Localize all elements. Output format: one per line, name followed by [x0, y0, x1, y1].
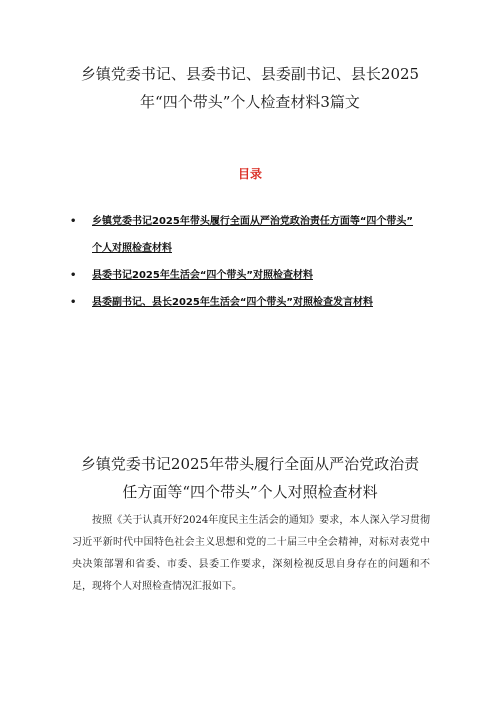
toc-link-text: 县委书记2025年生活会“四个带头”对照检查材料 [92, 270, 313, 281]
toc-item [70, 289, 450, 316]
section-title-line-2: 任方面等“四个带头”个人对照检查材料 [122, 483, 378, 501]
toc-link-text: 个人对照检查材料 [92, 243, 172, 254]
toc-link-2[interactable] [92, 270, 313, 281]
toc-item [70, 208, 450, 262]
toc-item [70, 262, 450, 289]
toc-link-3[interactable] [92, 297, 373, 308]
toc-link-text: 县委副书记、县长2025年生活会“四个带头”对照检查发言材料 [92, 297, 373, 308]
toc-link-text: 乡镇党委书记2025年带头履行全面从严治党政治责任方面等“四个带头” [92, 216, 413, 227]
toc-heading: 目录 [237, 167, 262, 181]
body-paragraph: 按照《关于认真开好2024年度民主生活会的通知》要求，本人深入学习贯彻习近平新时代中国特色社会主义思想和党的二十届三中全会精神，对标对表党中央决策部署和省委、市委、县委工作要求，深刻检视反思自身存在的问题和不足，现将个人对照检查情况汇报如下。 [72, 515, 430, 592]
bullet-icon: • [70, 270, 77, 281]
section-title-line-1: 乡镇党委书记2025年带头履行全面从严治党政治责 [80, 455, 420, 473]
toc-link-1[interactable] [92, 216, 413, 254]
table-of-contents [70, 208, 450, 316]
document-title-line-2: 年“四个带头”个人检查材料3篇文 [140, 93, 360, 111]
bullet-icon: • [70, 216, 77, 227]
section-title [50, 450, 450, 506]
document-title [40, 60, 460, 116]
bullet-icon: • [70, 297, 77, 308]
document-title-line-1: 乡镇党委书记、县委书记、县委副书记、县长2025 [80, 65, 420, 83]
